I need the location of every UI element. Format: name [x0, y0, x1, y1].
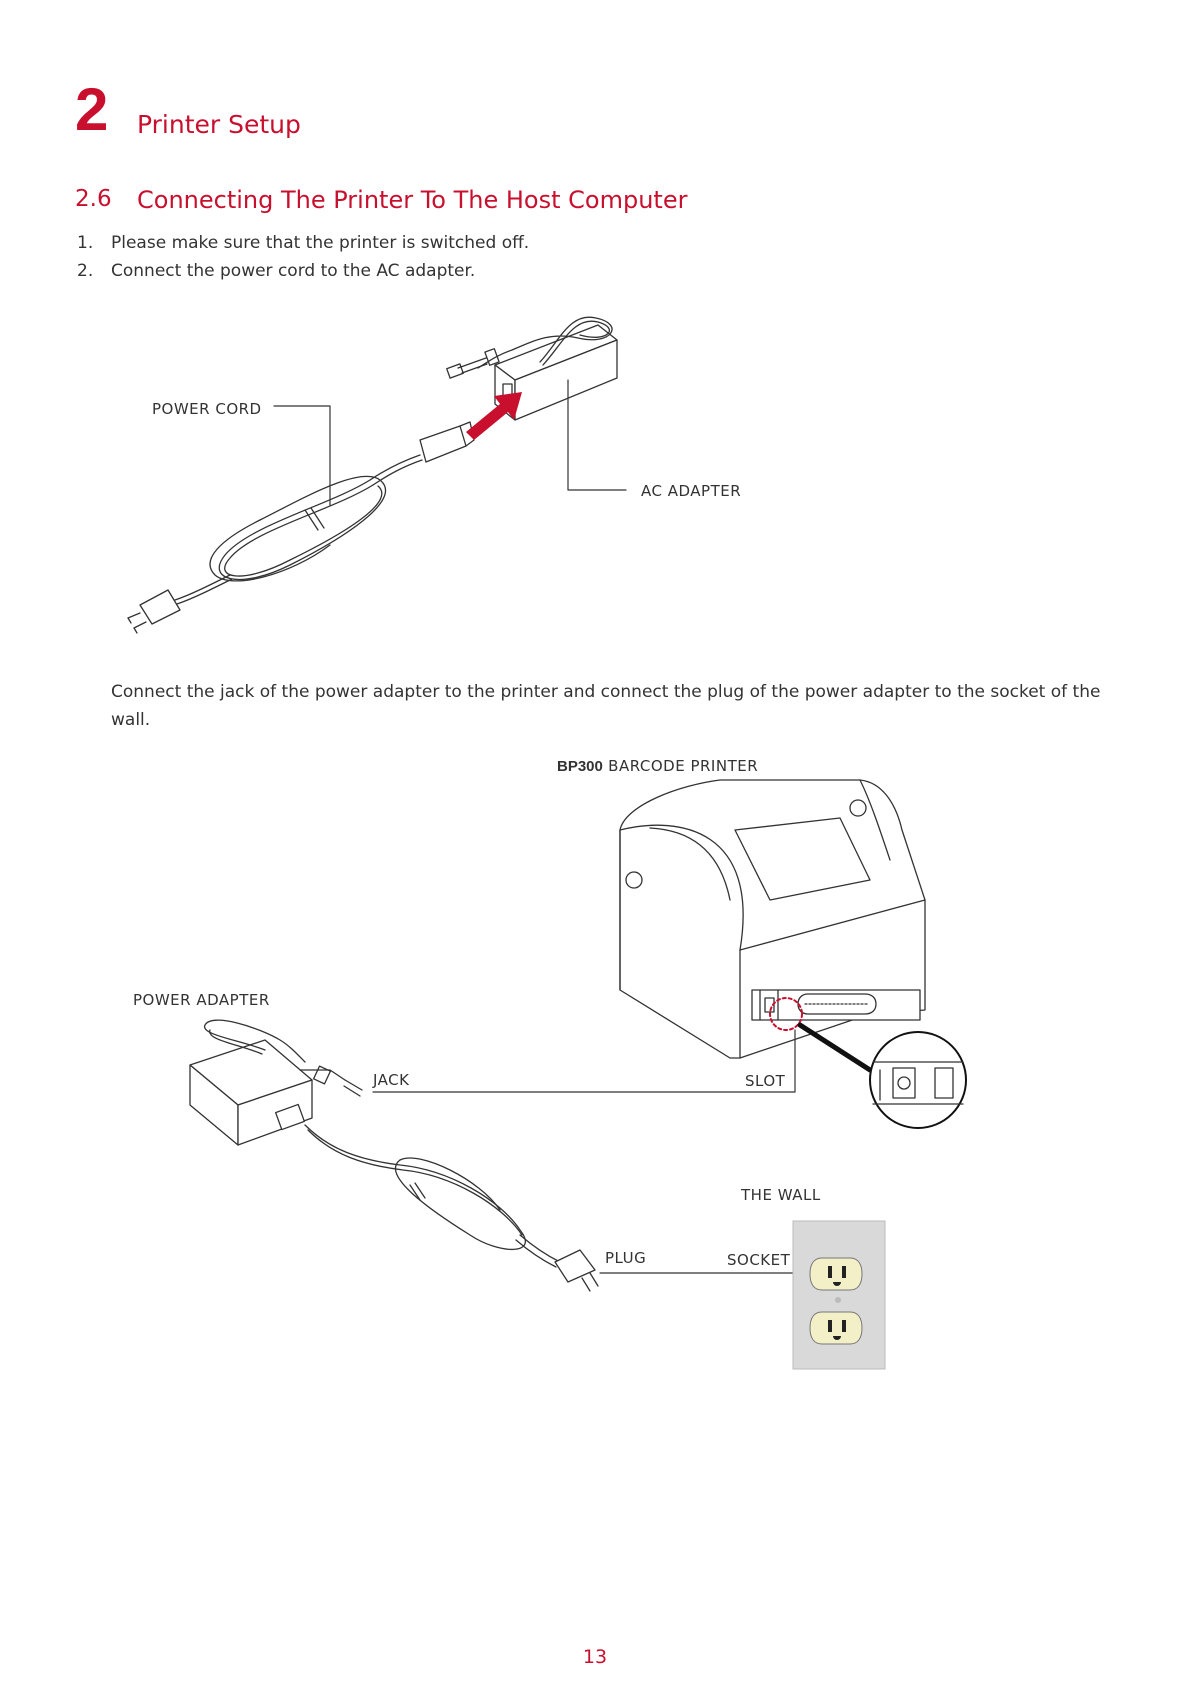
- slot-label: SLOT: [745, 1072, 786, 1090]
- insert-arrow-icon: [466, 392, 522, 440]
- step-1-number: 1.: [77, 233, 94, 253]
- step-2-number: 2.: [77, 261, 94, 281]
- power-adapter-label: POWER ADAPTER: [133, 991, 270, 1009]
- chapter-number: 2: [75, 76, 109, 143]
- instruction-paragraph: Connect the jack of the power adapter to the printer and connect the plug of the power adapter to the socket of the wall.: [111, 682, 1101, 730]
- jack-label: JACK: [373, 1071, 410, 1089]
- printer-type: BARCODE PRINTER: [608, 757, 759, 775]
- outlet-top: [810, 1258, 862, 1290]
- printer-illustration: [620, 780, 925, 1058]
- power-adapter-illustration: [190, 1020, 598, 1291]
- outlet-bottom: [810, 1312, 862, 1344]
- wall-socket-illustration: [793, 1221, 885, 1369]
- wall-label: THE WALL: [741, 1186, 821, 1204]
- step-1-text: Please make sure that the printer is switched off.: [111, 233, 530, 253]
- page-number: 13: [582, 1646, 608, 1668]
- ac-adapter-illustration: [447, 317, 617, 420]
- section-number: 2.6: [75, 186, 112, 212]
- ac-adapter-label: AC ADAPTER: [641, 482, 742, 500]
- step-2-text: Connect the power cord to the AC adapter.: [111, 261, 476, 281]
- power-cord-illustration: [128, 422, 474, 633]
- power-cord-label: POWER CORD: [152, 400, 262, 418]
- printer-label: [557, 759, 758, 774]
- section-title: Connecting The Printer To The Host Computer: [137, 186, 688, 214]
- chapter-title: Printer Setup: [137, 110, 301, 139]
- plug-label: PLUG: [605, 1249, 647, 1267]
- printer-model: BP300: [557, 758, 603, 775]
- slot-zoom-detail: [800, 1025, 966, 1128]
- socket-label: SOCKET: [727, 1251, 791, 1269]
